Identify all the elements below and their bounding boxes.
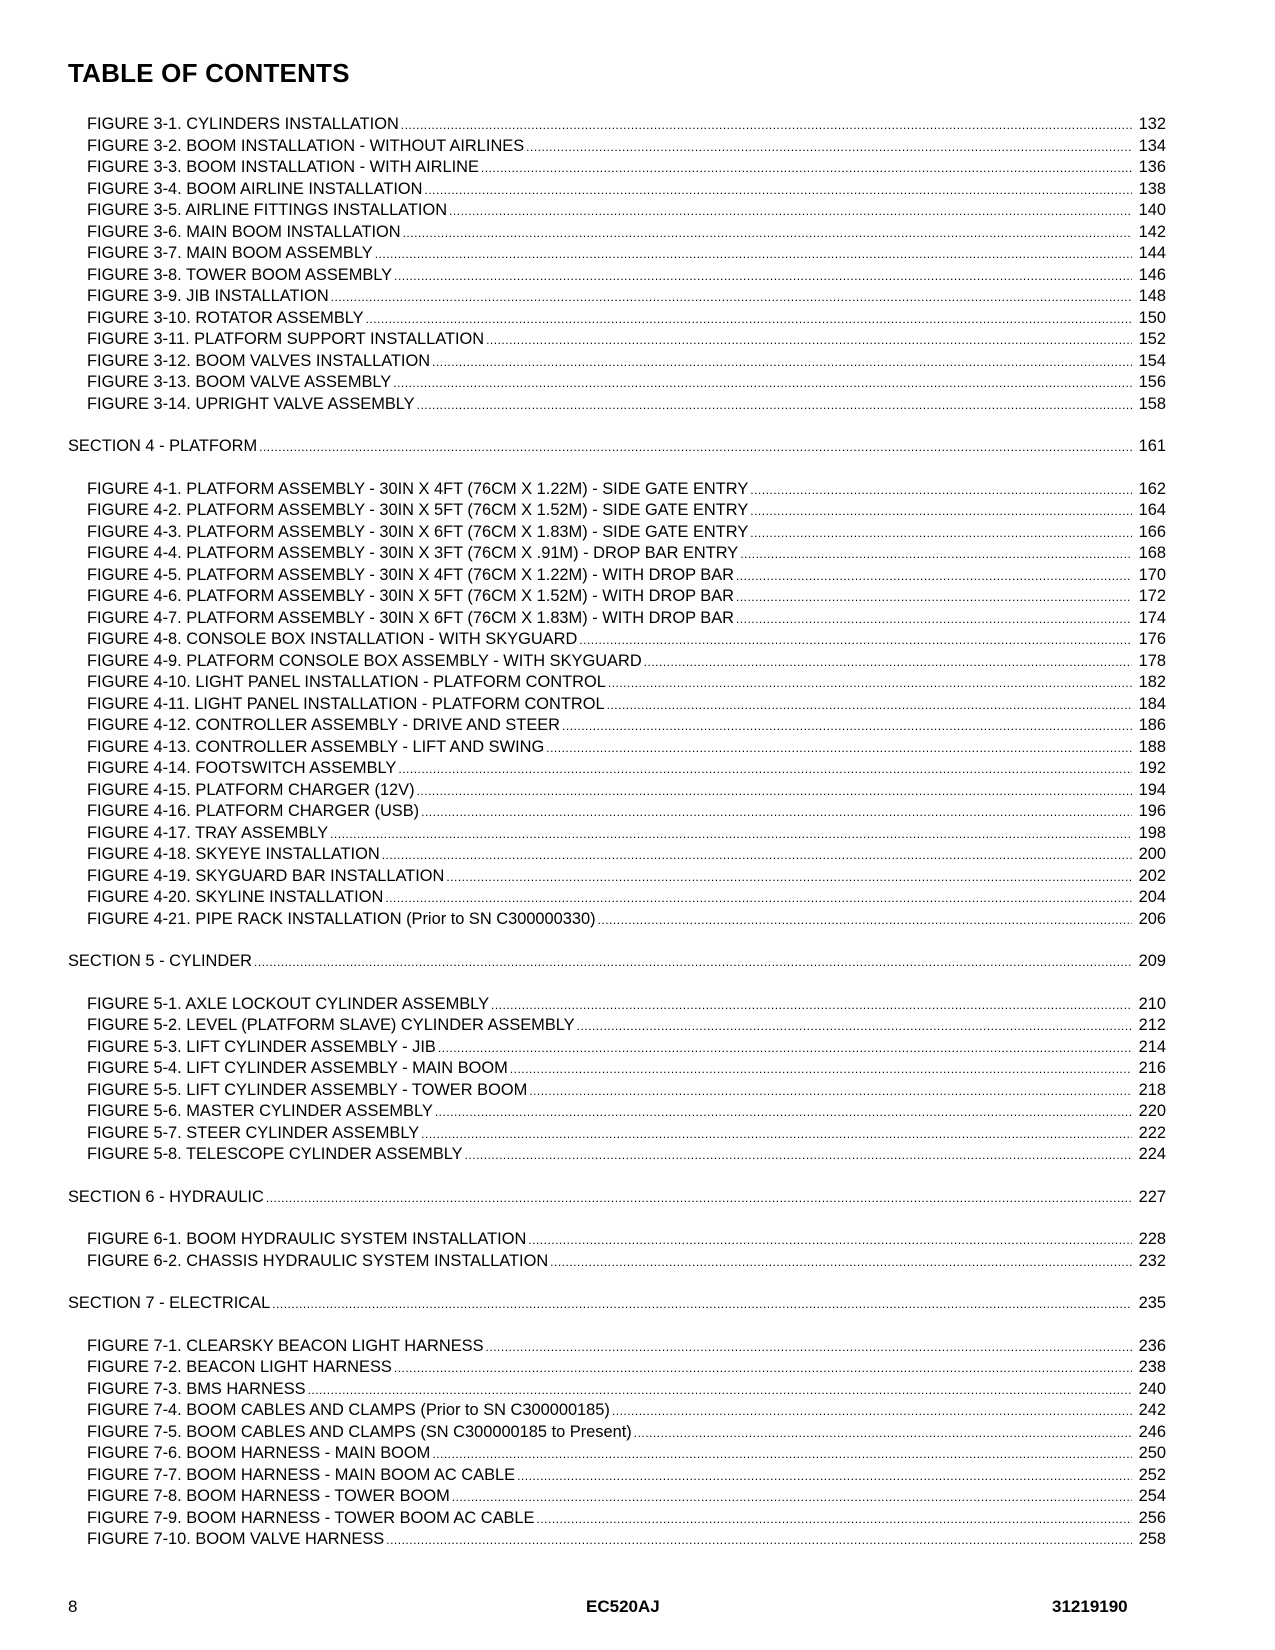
toc-leader-dots [272, 1294, 1132, 1316]
toc-entry-page: 162 [1138, 479, 1166, 498]
toc-figure-entry[interactable] [68, 479, 1166, 501]
toc-leader-dots [736, 609, 1132, 631]
toc-entry-page: 161 [1138, 437, 1166, 455]
toc-entry-label: FIGURE 7-7. BOOM HARNESS - MAIN BOOM AC CABLE [87, 1465, 516, 1484]
toc-entry-page: 200 [1138, 845, 1166, 863]
toc-leader-dots [330, 824, 1132, 846]
toc-spacer [68, 1208, 1166, 1229]
toc-figure-entry[interactable] [68, 629, 1166, 651]
toc-entry-page: 144 [1138, 244, 1166, 262]
toc-figure-entry[interactable] [68, 672, 1166, 694]
toc-leader-dots [417, 395, 1132, 417]
toc-figure-entry[interactable] [68, 522, 1166, 544]
toc-entry-label: FIGURE 4-5. PLATFORM ASSEMBLY - 30IN X 4FT (76CM X 1.22M) - WITH DROP BAR [87, 565, 734, 584]
toc-figure-entry[interactable] [68, 243, 1166, 265]
toc-figure-entry[interactable] [68, 780, 1166, 802]
toc-entry-page: 164 [1138, 501, 1166, 519]
toc-spacer [68, 973, 1166, 994]
toc-entry-label: FIGURE 4-10. LIGHT PANEL INSTALLATION - PLATFORM CONTROL [87, 673, 606, 691]
toc-leader-dots [750, 523, 1132, 545]
toc-entry-label: FIGURE 4-14. FOOTSWITCH ASSEMBLY [87, 759, 397, 777]
toc-figure-entry[interactable] [68, 758, 1166, 780]
toc-entry-page: 242 [1138, 1401, 1166, 1419]
toc-entry-page: 176 [1138, 630, 1166, 648]
toc-entry-page: 168 [1138, 544, 1166, 562]
toc-leader-dots [550, 1252, 1132, 1274]
toc-entry-label: FIGURE 7-9. BOOM HARNESS - TOWER BOOM AC CABLE [87, 1508, 535, 1527]
toc-figure-entry[interactable] [68, 1443, 1166, 1465]
toc-entry-label: FIGURE 4-19. SKYGUARD BAR INSTALLATION [87, 866, 445, 885]
toc-entry-page: 235 [1138, 1294, 1166, 1312]
toc-leader-dots [393, 373, 1132, 395]
toc-entry-page: 258 [1138, 1530, 1166, 1548]
toc-entry-page: 252 [1138, 1465, 1166, 1484]
toc-figure-entry[interactable] [68, 351, 1166, 373]
toc-leader-dots [254, 952, 1132, 974]
toc-entry-label: FIGURE 4-6. PLATFORM ASSEMBLY - 30IN X 5FT (76CM X 1.52M) - WITH DROP BAR [87, 587, 734, 605]
toc-leader-dots [259, 437, 1132, 459]
toc-entry-label: FIGURE 3-3. BOOM INSTALLATION - WITH AIRLINE [87, 158, 479, 176]
toc-entry-label: FIGURE 5-5. LIFT CYLINDER ASSEMBLY - TOWER BOOM [87, 1080, 528, 1099]
toc-leader-dots [465, 1145, 1132, 1167]
toc-entry-label: FIGURE 4-1. PLATFORM ASSEMBLY - 30IN X 4FT (76CM X 1.22M) - SIDE GATE ENTRY [87, 479, 749, 498]
toc-entry-label: FIGURE 6-2. CHASSIS HYDRAULIC SYSTEM INSTALLATION [87, 1251, 549, 1270]
toc-figure-entry[interactable] [68, 1529, 1166, 1551]
toc-entry-page: 136 [1138, 158, 1166, 176]
toc-leader-dots [446, 867, 1132, 889]
toc-entry-page: 209 [1138, 952, 1166, 970]
toc-entry-page: 240 [1138, 1379, 1166, 1398]
toc-figure-entry[interactable] [68, 1251, 1166, 1273]
toc-spacer [68, 1315, 1166, 1336]
toc-figure-entry[interactable] [68, 823, 1166, 845]
toc-leader-dots [421, 1124, 1132, 1146]
toc-figure-entry[interactable] [68, 136, 1166, 158]
toc-entry-label: FIGURE 4-15. PLATFORM CHARGER (12V) [87, 780, 415, 799]
toc-figure-entry[interactable] [68, 866, 1166, 888]
toc-entry-label: FIGURE 7-2. BEACON LIGHT HARNESS [87, 1358, 392, 1376]
toc-figure-entry[interactable] [68, 801, 1166, 823]
footer-model: EC520AJ [586, 1597, 660, 1616]
toc-leader-dots [612, 1401, 1132, 1423]
toc-leader-dots [486, 330, 1132, 352]
toc-leader-dots [331, 287, 1132, 309]
toc-leader-dots [435, 1102, 1132, 1124]
toc-figure-entry[interactable] [68, 565, 1166, 587]
toc-leader-dots [486, 1337, 1132, 1359]
toc-figure-entry[interactable] [68, 651, 1166, 673]
toc-entry-label: FIGURE 5-7. STEER CYLINDER ASSEMBLY [87, 1123, 420, 1142]
toc-entry-page: 206 [1138, 909, 1166, 928]
toc-entry-page: 146 [1138, 265, 1166, 284]
toc-leader-dots [644, 652, 1132, 674]
toc-figure-entry[interactable] [68, 737, 1166, 759]
toc-entry-page: 238 [1138, 1358, 1166, 1376]
toc-leader-dots [452, 1487, 1132, 1509]
toc-leader-dots [528, 1230, 1132, 1252]
page-footer [0, 1597, 1275, 1621]
toc-leader-dots [401, 115, 1132, 137]
toc-figure-entry[interactable] [68, 179, 1166, 201]
toc-entry-label: FIGURE 6-1. BOOM HYDRAULIC SYSTEM INSTALLATION [87, 1230, 527, 1248]
toc-entry-label: FIGURE 5-4. LIFT CYLINDER ASSEMBLY - MAIN BOOM [87, 1059, 508, 1077]
toc-leader-dots [546, 738, 1132, 760]
toc-leader-dots [736, 566, 1132, 588]
toc-entry-page: 216 [1138, 1059, 1166, 1077]
toc-figure-entry[interactable] [68, 286, 1166, 308]
toc-entry-page: 166 [1138, 522, 1166, 541]
toc-entry-page: 188 [1138, 737, 1166, 756]
toc-section-entry[interactable] [68, 1187, 1166, 1209]
toc-figure-entry[interactable] [68, 715, 1166, 737]
toc-leader-dots [366, 309, 1132, 331]
toc-entry-page: 236 [1138, 1336, 1166, 1355]
toc-figure-entry[interactable] [68, 200, 1166, 222]
toc-entry-page: 192 [1138, 759, 1166, 777]
toc-leader-dots [308, 1380, 1132, 1402]
toc-leader-dots [750, 480, 1132, 502]
toc-entry-label: FIGURE 3-7. MAIN BOOM ASSEMBLY [87, 244, 373, 262]
toc-spacer [68, 930, 1166, 951]
toc-leader-dots [750, 501, 1132, 523]
toc-figure-entry[interactable] [68, 844, 1166, 866]
toc-entry-label: SECTION 5 - CYLINDER [68, 952, 252, 970]
toc-figure-entry[interactable] [68, 500, 1166, 522]
toc-entry-label: SECTION 7 - ELECTRICAL [68, 1294, 271, 1312]
toc-figure-entry[interactable] [68, 1144, 1166, 1166]
toc-entry-page: 254 [1138, 1487, 1166, 1505]
toc-entry-label: FIGURE 4-11. LIGHT PANEL INSTALLATION - PLATFORM CONTROL [87, 694, 605, 713]
toc-spacer [68, 1272, 1166, 1293]
toc-leader-dots [394, 266, 1132, 288]
toc-entry-page: 250 [1138, 1444, 1166, 1462]
toc-entry-label: FIGURE 4-12. CONTROLLER ASSEMBLY - DRIVE AND STEER [87, 716, 561, 734]
toc-section-entry[interactable] [68, 436, 1166, 458]
toc-entry-page: 198 [1138, 823, 1166, 842]
toc-entry-page: 142 [1138, 222, 1166, 241]
toc-figure-entry[interactable] [68, 1486, 1166, 1508]
toc-entry-page: 210 [1138, 994, 1166, 1013]
toc-entry-label: FIGURE 3-5. AIRLINE FITTINGS INSTALLATION [87, 201, 448, 219]
toc-figure-entry[interactable] [68, 1508, 1166, 1530]
toc-leader-dots [562, 716, 1132, 738]
toc-leader-dots [529, 1081, 1132, 1103]
toc-figure-entry[interactable] [68, 308, 1166, 330]
toc-entry-page: 227 [1138, 1187, 1166, 1206]
toc-entry-label: FIGURE 7-8. BOOM HARNESS - TOWER BOOM [87, 1487, 450, 1505]
toc-entry-label: FIGURE 4-20. SKYLINE INSTALLATION [87, 888, 384, 906]
toc-entry-page: 152 [1138, 330, 1166, 348]
toc-entry-page: 134 [1138, 136, 1166, 155]
toc-leader-dots [608, 673, 1132, 695]
toc-entry-label: FIGURE 3-6. MAIN BOOM INSTALLATION [87, 222, 401, 241]
toc-entry-page: 178 [1138, 651, 1166, 670]
toc-figure-entry[interactable] [68, 1379, 1166, 1401]
toc-leader-dots [432, 1444, 1132, 1466]
toc-figure-entry[interactable] [68, 1400, 1166, 1422]
toc-leader-dots [526, 137, 1132, 159]
toc-leader-dots [424, 180, 1132, 202]
toc-entry-label: FIGURE 4-16. PLATFORM CHARGER (USB) [87, 802, 420, 820]
toc-section-entry[interactable] [68, 1293, 1166, 1315]
toc-entry-page: 222 [1138, 1123, 1166, 1142]
toc-entry-label: SECTION 6 - HYDRAULIC [68, 1187, 264, 1206]
toc-figure-entry[interactable] [68, 543, 1166, 565]
toc-entry-page: 212 [1138, 1016, 1166, 1034]
toc-entry-label: FIGURE 4-4. PLATFORM ASSEMBLY - 30IN X 3FT (76CM X .91M) - DROP BAR ENTRY [87, 544, 739, 562]
toc-leader-dots [403, 223, 1132, 245]
toc-entry-label: FIGURE 5-3. LIFT CYLINDER ASSEMBLY - JIB [87, 1037, 436, 1056]
toc-entry-label: FIGURE 4-7. PLATFORM ASSEMBLY - 30IN X 6FT (76CM X 1.83M) - WITH DROP BAR [87, 608, 734, 627]
toc-entry-label: FIGURE 3-8. TOWER BOOM ASSEMBLY [87, 265, 393, 284]
toc-figure-entry[interactable] [68, 909, 1166, 931]
toc-leader-dots [607, 695, 1132, 717]
toc-leader-dots [385, 888, 1132, 910]
toc-entry-label: FIGURE 7-1. CLEARSKY BEACON LIGHT HARNESS [87, 1336, 484, 1355]
toc-entry-page: 196 [1138, 802, 1166, 820]
toc-figure-entry[interactable] [68, 1229, 1166, 1251]
toc-figure-entry[interactable] [68, 372, 1166, 394]
toc-entry-label: FIGURE 5-1. AXLE LOCKOUT CYLINDER ASSEMBLY [87, 994, 490, 1013]
toc-entry-label: FIGURE 3-13. BOOM VALVE ASSEMBLY [87, 373, 392, 391]
toc-entry-label: FIGURE 7-4. BOOM CABLES AND CLAMPS (Prior to SN C300000185) [87, 1401, 610, 1419]
toc-figure-entry[interactable] [68, 1015, 1166, 1037]
toc-entry-label: FIGURE 4-18. SKYEYE INSTALLATION [87, 845, 380, 863]
toc-entry-label: FIGURE 3-9. JIB INSTALLATION [87, 287, 329, 305]
toc-entry-page: 246 [1138, 1422, 1166, 1441]
toc-leader-dots [432, 352, 1132, 374]
toc-figure-entry[interactable] [68, 394, 1166, 416]
toc-leader-dots [438, 1038, 1132, 1060]
toc-entry-label: FIGURE 4-2. PLATFORM ASSEMBLY - 30IN X 5FT (76CM X 1.52M) - SIDE GATE ENTRY [87, 501, 749, 519]
toc-figure-entry[interactable] [68, 994, 1166, 1016]
toc-leader-dots [491, 995, 1132, 1017]
toc-leader-dots [386, 1530, 1132, 1552]
toc-entry-label: FIGURE 3-1. CYLINDERS INSTALLATION [87, 115, 399, 133]
toc-figure-entry[interactable] [68, 329, 1166, 351]
toc-entry-label: FIGURE 4-8. CONSOLE BOX INSTALLATION - WITH SKYGUARD [87, 630, 578, 648]
toc-entry-page: 148 [1138, 287, 1166, 305]
toc-entry-label: FIGURE 7-3. BMS HARNESS [87, 1379, 306, 1398]
toc-leader-dots [536, 1509, 1132, 1531]
toc-figure-entry[interactable] [68, 694, 1166, 716]
toc-entry-page: 218 [1138, 1080, 1166, 1099]
toc-leader-dots [740, 544, 1132, 566]
toc-leader-dots [517, 1466, 1132, 1488]
toc-figure-entry[interactable] [68, 157, 1166, 179]
toc-entry-label: FIGURE 3-10. ROTATOR ASSEMBLY [87, 308, 364, 327]
toc-spacer [68, 415, 1166, 436]
toc-entry-label: FIGURE 3-2. BOOM INSTALLATION - WITHOUT AIRLINES [87, 136, 525, 155]
toc-figure-entry[interactable] [68, 1037, 1166, 1059]
toc-figure-entry[interactable] [68, 114, 1166, 136]
toc-entry-page: 202 [1138, 866, 1166, 885]
toc-figure-entry[interactable] [68, 608, 1166, 630]
toc-entry-label: FIGURE 3-4. BOOM AIRLINE INSTALLATION [87, 179, 423, 198]
toc-figure-entry[interactable] [68, 1123, 1166, 1145]
toc-figure-entry[interactable] [68, 586, 1166, 608]
toc-entry-page: 224 [1138, 1145, 1166, 1163]
toc-entry-label: FIGURE 5-8. TELESCOPE CYLINDER ASSEMBLY [87, 1145, 463, 1163]
toc-entry-page: 232 [1138, 1251, 1166, 1270]
toc-spacer [68, 458, 1166, 479]
toc-entry-page: 156 [1138, 373, 1166, 391]
toc-entry-page: 182 [1138, 673, 1166, 691]
toc-entry-page: 172 [1138, 587, 1166, 605]
toc-entry-page: 174 [1138, 608, 1166, 627]
toc-entry-page: 184 [1138, 694, 1166, 713]
toc-entry-page: 132 [1138, 115, 1166, 133]
toc-entry-label: FIGURE 3-11. PLATFORM SUPPORT INSTALLATION [87, 330, 485, 348]
toc-entry-page: 138 [1138, 179, 1166, 198]
toc-leader-dots [375, 244, 1132, 266]
toc-entry-label: FIGURE 4-3. PLATFORM ASSEMBLY - 30IN X 6FT (76CM X 1.83M) - SIDE GATE ENTRY [87, 522, 749, 541]
toc-leader-dots [481, 158, 1132, 180]
toc-entry-page: 204 [1138, 888, 1166, 906]
toc-entry-page: 194 [1138, 780, 1166, 799]
toc-leader-dots [577, 1016, 1132, 1038]
toc-entry-label: FIGURE 4-21. PIPE RACK INSTALLATION (Prior to SN C300000330) [87, 909, 596, 928]
toc-entry-page: 186 [1138, 716, 1166, 734]
footer-document-number: 31219190 [1052, 1597, 1128, 1616]
toc-entry-page: 256 [1138, 1508, 1166, 1527]
toc-entry-label: FIGURE 7-5. BOOM CABLES AND CLAMPS (SN C300000185 to Present) [87, 1422, 632, 1441]
toc-entry-page: 158 [1138, 394, 1166, 413]
toc-entry-label: FIGURE 4-17. TRAY ASSEMBLY [87, 823, 329, 842]
toc-leader-dots [449, 201, 1132, 223]
toc-entry-page: 220 [1138, 1102, 1166, 1120]
toc-figure-entry[interactable] [68, 1357, 1166, 1379]
toc-entry-page: 150 [1138, 308, 1166, 327]
toc-entry-label: FIGURE 7-10. BOOM VALVE HARNESS [87, 1530, 385, 1548]
toc-figure-entry[interactable] [68, 1080, 1166, 1102]
toc-figure-entry[interactable] [68, 1336, 1166, 1358]
toc-spacer [68, 1166, 1166, 1187]
toc-entry-label: FIGURE 3-14. UPRIGHT VALVE ASSEMBLY [87, 394, 415, 413]
toc-entry-page: 140 [1138, 201, 1166, 219]
toc-section-entry[interactable] [68, 951, 1166, 973]
toc-entry-page: 228 [1138, 1230, 1166, 1248]
toc-entry-page: 170 [1138, 565, 1166, 584]
toc-entry-label: FIGURE 5-6. MASTER CYLINDER ASSEMBLY [87, 1102, 433, 1120]
footer-page-number: 8 [68, 1597, 78, 1616]
toc-entry-label: FIGURE 4-9. PLATFORM CONSOLE BOX ASSEMBLY - WITH SKYGUARD [87, 651, 642, 670]
toc-entry-label: FIGURE 5-2. LEVEL (PLATFORM SLAVE) CYLINDER ASSEMBLY [87, 1016, 575, 1034]
toc-entry-page: 154 [1138, 351, 1166, 370]
toc-entry-page: 214 [1138, 1037, 1166, 1056]
toc-leader-dots [598, 910, 1132, 932]
toc-figure-entry[interactable] [68, 222, 1166, 244]
toc-leader-dots [417, 781, 1132, 803]
page-title: TABLE OF CONTENTS [68, 58, 350, 88]
toc-leader-dots [510, 1059, 1132, 1081]
toc-leader-dots [736, 587, 1132, 609]
toc-figure-entry[interactable] [68, 1058, 1166, 1080]
toc-leader-dots [579, 630, 1132, 652]
toc-leader-dots [266, 1188, 1132, 1210]
toc-leader-dots [421, 802, 1132, 824]
toc-figure-entry[interactable] [68, 1465, 1166, 1487]
toc-leader-dots [382, 845, 1132, 867]
toc-list [68, 114, 1166, 1551]
toc-figure-entry[interactable] [68, 1422, 1166, 1444]
toc-leader-dots [634, 1423, 1132, 1445]
toc-figure-entry[interactable] [68, 887, 1166, 909]
toc-leader-dots [394, 1358, 1132, 1380]
toc-leader-dots [398, 759, 1132, 781]
toc-entry-label: FIGURE 7-6. BOOM HARNESS - MAIN BOOM [87, 1444, 431, 1462]
toc-entry-label: SECTION 4 - PLATFORM [68, 437, 258, 455]
toc-figure-entry[interactable] [68, 265, 1166, 287]
toc-entry-label: FIGURE 4-13. CONTROLLER ASSEMBLY - LIFT AND SWING [87, 737, 545, 756]
toc-entry-label: FIGURE 3-12. BOOM VALVES INSTALLATION [87, 351, 431, 370]
toc-figure-entry[interactable] [68, 1101, 1166, 1123]
